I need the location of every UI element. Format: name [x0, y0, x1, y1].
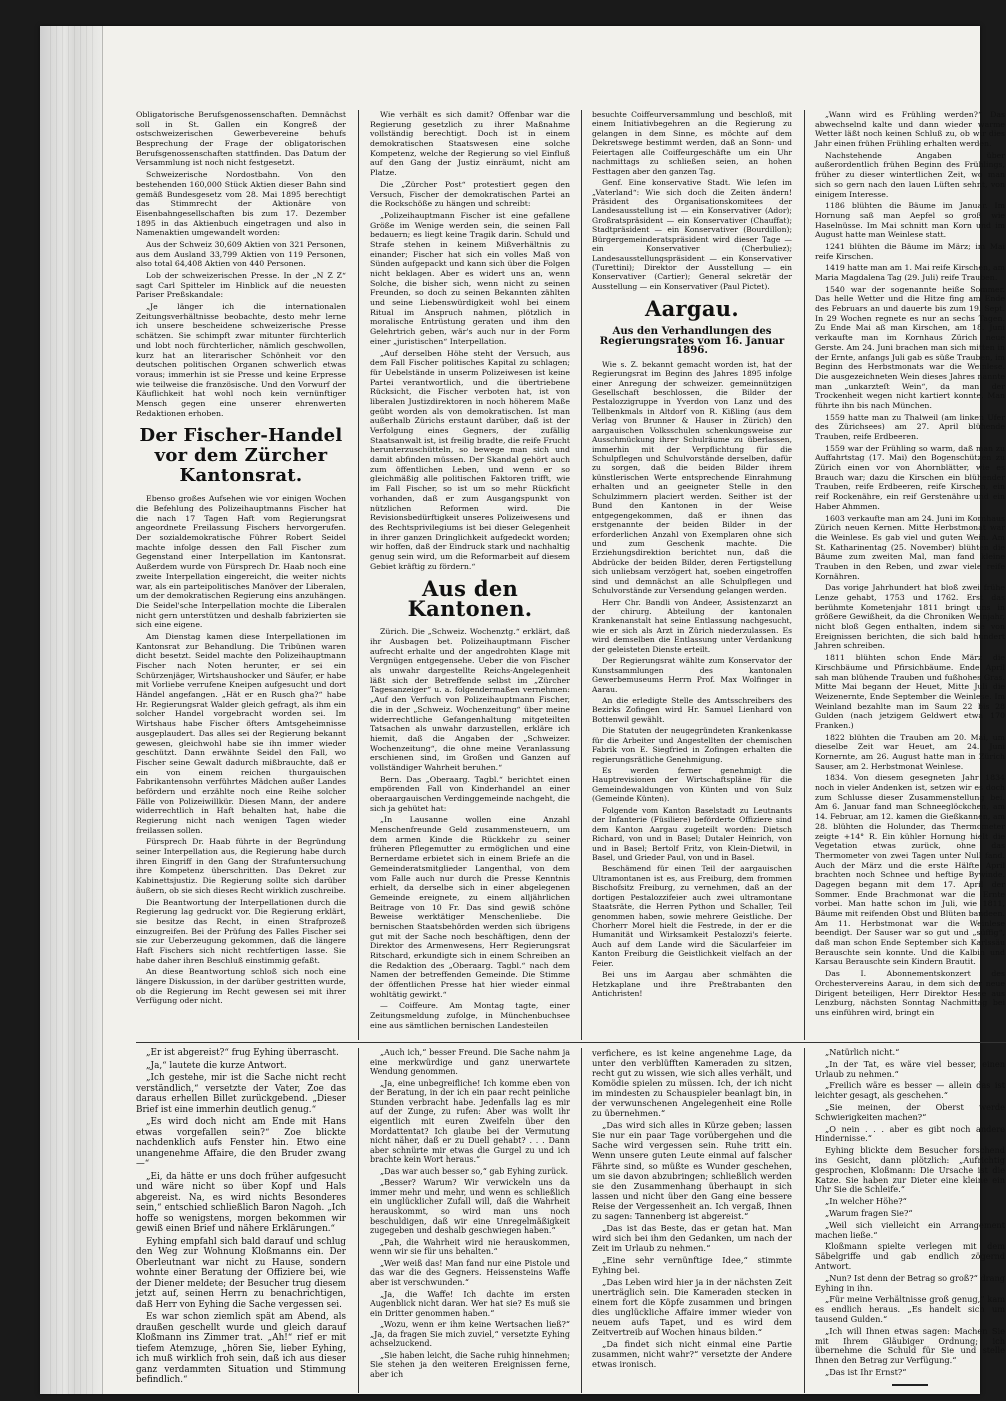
subheadline-regierungsrat: Aus den Verhandlungen des Regierungsrates vom 16. Januar 1896. [599, 325, 785, 357]
article-fruehling-1834: 1834. Von diesem gesegneten Jahr 1834 noch in vieler Andenken ist, setzen wir es doch zum Schlusse dieser Zusammenstellung bei. Am 6. Januar fand man Schneeglöckchen, am 14. Februar, am 12. kamen die Gießkannen, am 28. blühten die Holunder, das Thermometer zeigte +14° R. Ein kühler Hornung hielt die Vegetation etwas zurück, ohne das Thermometer von zwei Tagen unter Null fand. Auch der März und die erste Hälfte April brachten noch Schnee und heftige Bywinde. Dagegen begann mit dem 17. April der Sommer. Ende Brachmonat war die Ernte vorbei. Man hatte schon im Juli, wie 1811, Bäume mit reifenden Obst und Blüten bandeen. Am 11. Herbstmonat war die Weinlese beendigt. Der Sauser war so gut und „süffig“, daß man schon Ende September sich Karlssäu Berauschte sein konnte. Und die Kalbin und Karsau Berauschte sein Kindern Brautit. [815, 773, 1005, 967]
headline-aargau: Aargau. [645, 296, 739, 322]
article-aargau-p7: Folgende vom Kanton Baselstadt zu Leutnants der Infanterie (Füsiliere) beförderte Offiziere sind dem Kanton Aargau zugeteilt worden: Dietsch Richard, von und in Basel; Dutaler Heinrich, von und in Basel; Bertolf Fritz, von Klein-Dietwil, in Basel, und Grieder Paul, von und in Basel. [592, 805, 792, 862]
feuilleton-text: „Das war auch besser so,“ gab Eyhing zurück. [380, 1166, 568, 1176]
article-fruehling-1559b: 1559 war der Frühling so warm, daß man zu Auffahrtstag (17. Mai) den Bogenschützen zu Zürich einen vor von Ahornblätter, wie es Brauch war; dazu die Kirschen ein blühender Trauben, reife Erdbeeren, reife Kirschen, ein reif Rockenähre, ein reif Gerstenähre und ein Haber Ahmmen. [815, 443, 1005, 511]
feuilleton-text: „Ja, eine unbegreifliche! Ich komme eben von der Beratung, in der ich ein paar recht peinliche Stunden verbracht habe. Jedenfalls lag es mir auf der Zunge, zu rufen: Aber was wollt ihr eigentlich mit euren Zweifeln über den Mordattentat? Ich glaube bei der Vermutung nicht näher, daß er zu Duell gehabt? . . . Dann aber schnürte mir etwas die Gurgel zu und ich brachte kein Wort heraus.“ [370, 1078, 570, 1165]
feuilleton-text: „Sie meinen, der Oberst werde Schwierigkeiten machen?“ [815, 1101, 1005, 1122]
feuilleton-text: „Pah, die Wahrheit wird nie herauskommen, wenn wir sie für uns behalten.“ [370, 1237, 570, 1257]
feuilleton-column-3 [592, 1048, 792, 1371]
article-fischer-p7: Die „Zürcher Post“ protestiert gegen den Versuch, Fischer der demokratischen Partei an die Rockschöße zu hängen und schreibt: [370, 179, 570, 209]
feuilleton-text: „Das ist Ihr Ernst?“ [825, 1366, 907, 1377]
feuilleton-text: „Das Leben wird hier ja in der nächsten Zeit unerträglich sein. Die Kameraden stecken in einem fort die Köpfe zusammen und bringen dies unglückliche Affaire immer wieder von neuem aufs Tapet, und es wird dem Zeitvertreib auf Wochen hinaus bilden.“ [592, 1277, 792, 1338]
article-fruehling-1186: 1186 blühten die Bäume im Januar. Im Hornung saß man Aepfel so groß wie Haselnüsse. Im Mai schnitt man Korn und im August hatte man Weinlese statt. [815, 201, 1005, 240]
article-aargau-p8: Beschämend für einen Teil der aargauischen Ultramontanen ist es, aus Freiburg, dem frommen Bischofsitz Freiburg, zu vernehmen, daß an der dortigen Pestalozzifeier auch zwei ultramontane Staatsräte, die Herren Python und Schaller, Teil genommen haben, sowie mehrere Geistliche. Der Chorherr Morel hielt die Festrede, in der er die Humanität und Wirksamkeit Pestalozzi's feierte. Auch auf dem Lande wird die Säcularfeier im Kanton Freiburg die Geistlichkeit vielfach an der Feier. [592, 864, 792, 968]
article-aargau-p9: Bei uns im Aargau aber schmähten die Hetzkaplane und ihre Preßtrabanten den Antichristen! [592, 970, 792, 999]
column-divider [804, 110, 805, 1040]
article-berufsgenossenschaften: Obligatorische Berufsgenossenschaften. Demnächst soll in St. Gallen ein Kongreß der ostschweizerischen Gewerbevereine behufs Besprechung der Frage der obligatorischen Berufsgenossenschaften stattfinden. Das Datum der Versammlung ist noch nicht festgesetzt. [136, 110, 346, 168]
feuilleton-text: „Ja, die Waffe! Ich dachte im ersten Augenblick nicht daran. Wer hat sie? Es muß sie ein Dritter genommen haben.“ [370, 1289, 570, 1318]
feuilleton-text: „Er ist abgereist?“ frug Eyhing überrascht. [146, 1048, 339, 1058]
article-fruehling-p2: Nachstehende Angaben über außerordentlich frühen Beginn des Frühlings, früher zu dieser wintertlichen Zeit, wo man sich so gern nach den lauen Lüften sehnt, von einigem Interesse. [815, 150, 1005, 199]
column-2 [370, 110, 570, 1033]
feuilleton-text: „Ich will Ihnen etwas sagen: Machen Sie mit Ihrem Gläubiger Ordnung; ich übernehme die Schuld für Sie und stelle Ihnen den Betrag zur Verfügung.“ [815, 1325, 1005, 1366]
article-bern-quote: „In Lausanne wollen eine Anzahl Menschenfreunde Geld zusammensteuern, um dem armen Kinde die Rückkehr zu seiner früheren Pflegemutter zu ermöglichen und eine Bernerdame erbietet sich in einem Briefe an die Gemeinderatsmitglieder Langenthal, von dem vom Falle auch nur durch die Presse Kenntnis erhielt, da derselbe sich in einer abgelegenen Gemeinde ereignete, zu einem alljährlichen Beitrage von 10 Fr. Das sind gewiß schöne Beweise werktätiger Menschenliebe. Die bernischen Staatsbehörden werden sich übrigens gut mit der Sache noch beschäftigen, denn der Direktor des Armenwesens, Herr Regierungsrat Ritschard, erkundigte sich in einem Schreiben an die Redaktion des „Oberaarg. Tagbl.“ nach dem Namen der betreffenden Gemeinde. Die Stimme der öffentlichen Presse hat hier wieder einmal wohltätig gewirkt.“ [370, 815, 570, 999]
feuilleton-rule [136, 1042, 1006, 1043]
article-fischer-p8: „Polizeihauptmann Fischer ist eine gefallene Größe im Wenige werden sein, die seinen Fall bedauern; es liegt keine Tragik darin. Schuld und Strafe stehen in keinem Mißverhältnis zu einander; Fischer hat sich ein volles Maß von Sünden aufgepackt und kann sich über die Folgen nicht beklagen. Aber es widert uns an, wenn Solche, die bisher sich, wenn nicht zu seinen Freunden, so doch zu seinen Bekannten zählten und seine Liebenswürdigkeit wohl bei einem Ritual im Anspruch nahmen, plötzlich in moralische Entrüstung geraten und ihm den Gelehrtrich geben, wär's auch nur in der Form einer „juristischen“ Interpellation. [370, 210, 570, 346]
spine-texture [50, 26, 94, 1394]
feuilleton-text: „Natürlich nicht.“ [825, 1047, 900, 1057]
article-aargau-p6: Es werden ferner genehmigt die Hauptrevisionen der Wirtschaftspläne für die Gemeindewaldungen von Künten und von Sulz (Gemeinde Künten). [592, 766, 792, 804]
article-presse-quote: „Je länger ich die internationalen Zeitungsverhältnisse beobachte, desto mehr lerne ich unsere bescheidene schweizerische Presse schätzen. Sie schimpft zwar mitunter fürchterlich und lobt noch fürchterlicher, nämlich geschwollen, kurz hat an literarischer Schönheit vor den deutschen politischen Organen schwerlich etwas voraus; immerhin ist sie Presse und keine Erpresse wie teilweise die französische. Und den Vorwurf der Käuflichkeit hat wohl noch kein vernünftiger Mensch gegen eine unserer ehrenwerten Redaktionen erhoben. [136, 302, 346, 418]
newspaper-page [40, 26, 1005, 1394]
column-divider [358, 110, 359, 1040]
feuilleton-text: „Ja,“ lautete die kurze Antwort. [146, 1060, 287, 1071]
article-fischer-p3: Fürsprech Dr. Haab führte in der Begründung seiner Interpellation aus, die Regierung habe durch ihren Eingriff in den Gang der Strafuntersuchung ihre Kompetenz überschritten. Das Dekret zur Kabinettsjustiz. Die Regierung sollte sich darüber äußern, ob sie sich dieses Recht wirklich zuschreibe. [136, 837, 346, 895]
article-fruehling-1559a: 1559 hatte man zu Thalweil (am linken Ufer des Zürichsees) am 27. April blühende Trauben, reife Erdbeeren. [815, 412, 1005, 441]
feuilleton-text: „Ei, da hätte er uns doch früher aufgesucht und wäre nicht so über Kopf und Hals abgereist. Na, es wird nichts Besonderes sein,“ entschied schließlich Baron Nagoh. „Ich hoffe so wenigstens, morgen bekommen wir gewiß einen Brief und nähere Erklärungen.“ [136, 1171, 346, 1235]
article-coiffeure-cont: besuchte Coiffeurversammlung und beschloß, mit einem Initiativbegehren an die Regierung zu gelangen in dem Sinne, es möchte auf dem Dekretswege bestimmt werden, daß an Sonn- und Feiertagen alle Coiffeurgeschäfte um ein Uhr nachmittags zu schließen seien, an hohen Festtagen aber den ganzen Tag. [592, 110, 792, 176]
feuilleton-text: „Für meine Verhältnisse groß genug,“ kam es endlich heraus. „Es handelt sich um tausend Gulden.“ [815, 1294, 1005, 1324]
feuilleton-text: Eyhing empfahl sich bald darauf und schlug den Weg zur Wohnung Kloßmanns ein. Der Oberleutnant war nicht zu Hause, sondern wohnte einer Beratung der Offiziere bei, wie der Diener meldete; der Besucher trug diesem jetzt auf, seinen Herrn zu benachrichtigen, daß Herr von Eyhing die Sache vergessen sei. [136, 1236, 346, 1310]
article-fischer-p1: Ebenso großes Aufsehen wie vor einigen Wochen die Befehlung des Polizeihauptmanns Fischer hat die nach 17 Tagen Haft vom Regierungsrat angeordnete Freilassung Fischers hervorgerufen. Der sozialdemokratische Führer Robert Seidel machte infolge dessen den Fall Fischer zum Gegenstand einer Interpellation im Kantonsrat. Außerdem wurde von Fürsprech Dr. Haab noch eine zweite Interpellation eingereicht, die weiter nichts war, als ein parteipolitisches Manöver der Liberalen, um der demokratischen Regierung eins anzuhängen. Die Seidel'sche Interpellation mochte die Liberalen nicht gern unterstützen und deshalb fabrizierten sie sich eine eigene. [136, 494, 346, 630]
article-nordostbahn-figures: Aus der Schweiz 30,609 Aktien von 321 Personen, aus dem Ausland 33,799 Aktien von 119 Personen, also total 64,408 Aktien von 440 Personen. [136, 239, 346, 269]
article-aargau-p1: Wie s. Z. bekannt gemacht worden ist, hat der Regierungsrat im Beginn des Jahres 1895 infolge einer Anregung der schweizer. gemeinnützigen Gesellschaft beschlossen, die Bilder der Pestalozzigruppe in Yverdon von Lanz und des Tellbenkmals in Altdorf von R. Kißling (aus dem Verlag von Brunner & Hauser in Zürich) den aargauischen Volksschulen schenkungsweise zur Ausschmückung ihrer Schulräume zu überlassen, immerhin mit der Verpflichtung für die Schulpflegen und Schulvorstände derselben, dafür zu sorgen, daß die beiden Bilder ihrem künstlerischen Werte entsprechende Einrahmung erhalten und an geeigneter Stelle in den Schulzimmern placiert werden. Seither ist der Bund den Kantonen in der Weise entgegengekommen, daß er ihnen das erstgenannte der beiden Bilder in der erforderlichen Anzahl von Exemplaren ohne sich und zum Geschenk machte. Die Erziehungsdirektion berichtet nun, daß die Abdrücke der beiden Bilder, deren Fertigstellung sich unliebsam verzögert hat, soeben eingetroffen sind und demnächst an alle Schulpflegen und Schulvorstände zur Versendung gelangen werden. [592, 359, 792, 596]
feuilleton-text: „Freilich wäre es besser — allein das ist leichter gesagt, als geschehen.“ [815, 1080, 1005, 1101]
article-fruehling-1540: 1540 war der sogenannte heiße Sommer. Das helle Wetter und die Hitze fing am Ende des Februars an und dauerte bis zum 19. Sept. In 29 Wochen regnete es nur an sechs Tagen. Zu Ende Mai aß man Kirschen, am 18. Juni verkaufte man im Kornhaus Zürich neue Gerste. Am 24. Juni brachen man sich mitten in der Ernte, anfangs Juli gab es süße Trauben, im Beginn des Herbstmonats war die Weinlese. Die ausgezeichneten Wein dieses Jahres nannte man „unkarzteſt Wein“, da man der Trockenheit wegen nicht kartiert konnte. Man führte ihn bis nach München. [815, 284, 1005, 410]
feuilleton-text: „Wozu, wenn er ihm keine Wertsachen ließ?“ „Ja, da fragen Sie mich zuviel,“ versetzte Eyhing achselzuckend. [370, 1320, 570, 1349]
headline-kantonen: Aus den Kantonen. [407, 576, 533, 622]
feuilleton-text: „Da findet sich nicht einmal eine Partie zusammen, nicht wahr?“ versetzte der Andere etwas ironisch. [592, 1339, 792, 1370]
article-fruehling-1811: 1811 blühten schon Ende März die Kirschbäume und Pfirsichbäume. Ende April sah man blühende Trauben und fußhohes Gras. Mitte Mai begann der Heuet, Mitte Juli die Weizenernte, Ende September die Weinlese. Im Weinland bezahlte man im Saum 22 bis 28 Gulden (nach jetzigem Geldwert etwa 170 Franken.) [815, 653, 1005, 730]
article-zuerich: Zürich. Die „Schweiz. Wochenztg.“ erklärt, daß ihr Ausbagen bet. Polizeihauptmann Fischer aufrecht erhalte und der angedrohten Klage mit Vergnügen entgegensehe. Ueber die von Fischer als unwahr dargestellte Reichs-Angelegenheit läßt sich der Betreffende selbst im „Zürcher Tagesanzeiger“ u. a. folgendermaßen vernehmen: „Auf den Verfuch von Polizeihauptmann Fischer, die in der „Schweiz. Wochenzeitung“ über meine widerrechtliche Gefangenhaltung mitgeteilten Tatsachen als unwahr darzustellen, erkläre ich hiemit, daß die Angaben der „Schweizer. Wochenzeitung“, die ohne meine Veranlassung erschienen sind, im Großen und Ganzen auf vollständiger Wahrheit beruhen.“ [370, 627, 570, 772]
article-fischer-p9: „Auf derselben Höhe steht der Versuch, aus dem Fall Fischer politisches Kapital zu schlagen; für Uebelstände in unserm Polizeiwesen ist keine Partei verantwortlich, und die übertriebene Rücksicht, die Fischer verboten hat, ist von liberalen Justizdirektoren in noch höherem Maße geübt worden als von demokratischen. Ist man außerhalb Zürichs erstaunt darüber, daß ist der Verfolgung eines Gegners, der zufällig Staatsanwalt ist, ist freilig bradte, die reife Frucht herunterzuschütteln, so bewege man sich und damit abfinden müssen. Der Skandal gehört auch zum öffentlichen Leben, und wenn er so gleichmäßig alle politischen Faktoren trifft, wie im Fall Fischer, so ist um so mehr Rückficht vorhanden, daß er zum Ausgangspunkt von nützlichen Reformen wird. Die Revisionsbedürftigkeit unseres Polizeiwesens und des Rechtsprivilegiums ist bei dieser Gelegenheit in ihrer ganzen Dringlichkeit aufgedeckt worden; wir hoffen, daß der Eindruck stark und nachhaltig genug sein wird, um die Reformarbeit auf diesem Gebiet kräftig zu fördern.“ [370, 348, 571, 571]
end-rule [892, 1384, 928, 1386]
article-fruehling-1603: 1603 verkaufte man am 24. Juni im Kornhaus Zürich neuen Kernen. Mitte Herbstmonat war die Weinlese. Es gab viel und guten Wein. Am St. Katharinentag (25. November) blühten die Bäume zum zweiten Mal, man fand kleine Trauben in den Reben, und zwar viele reife Kornähren. [815, 513, 1005, 581]
column-divider [581, 1048, 582, 1393]
article-fruehling-jahrhundert: Das vorige Jahrhundert hat bloß zwei frühe Lenze gehabt, 1753 und 1762. Erst das berühmte Kometenjahr 1811 bringt uns in größere Gewißheit, da die Chroniken Weinjahr, nicht bloß Gegen enthalten, indem sie von Ereignissen berichten, die sich bald hundert Jahren schreiben. [815, 583, 1005, 651]
feuilleton-text: „In der Tat, es wäre viel besser, einen Urlaub zu nehmen.“ [815, 1058, 1005, 1079]
article-fischer-p2: Am Dienstag kamen diese Interpellationen im Kantonsrat zur Behandlung. Die Tribünen waren dicht besetzt. Seidel machte den Polizeihauptmann Fischer nach Noten herunter, er sei ein Schürzenjäger, Wirtshaushocker und Säufer, er habe mit Vorliebe verrufene Kneipen aufgesucht und dort Händel angefangen. „Hät er en Rusch gha?“ habe Hr. Regierungsrat Walder gleich gefragt, als ihm ein solcher Handel vorgebracht worden sei. Im Wirtshaus habe Fischer öfters Amtsgeheimnisse ausgeplaudert. Das alles sei der Regierung bekannt gewesen, gleichwohl habe sie ihn immer wieder geschützt. Dann erwähnte Seidel den Fall, wo Fischer seine Gewalt dadurch mißbrauchte, daß er ein von einem reichen thurgauischen Fabrikantensohn verführtes Mädchen außer Landes befördern und erzählte noch eine Reihe solcher Fälle von Polizeiwillkür. Diesen Mann, der andere widerrechtlich in Haft behalten hat, habe die Regierung nicht nach wenigen Tagen wieder freilassen sollen. [136, 631, 346, 835]
feuilleton-text: „Warum fragen Sie?“ [825, 1207, 913, 1218]
feuilleton-text: verfichere, es ist keine angenehme Lage, da unter den verblüfften Kameraden zu sitzen, recht gut zu wissen, wie sich alles verhält, und Komödie spielen zu müssen. Ich, der ich nicht im mindesten zu Schauspieler beanlagt bin, in der verwunschenen Angelegenheit eine Rolle zu übernehmen.“ [592, 1048, 792, 1119]
feuilleton-column-2 [370, 1048, 570, 1382]
feuilleton-column-1 [136, 1048, 346, 1388]
feuilleton-text: „Sie haben leicht, die Sache ruhig hinnehmen; Sie stehen ja den weiteren Ereignissen ferne, aber ich [370, 1350, 570, 1379]
feuilleton-text: „Nun? Ist denn der Betrag so groß?“ drang Eyhing in ihn. [815, 1272, 1005, 1293]
article-fruehling-intro: „Wann wird es Frühling werden?“ Das abwechselnd kalte und dann wieder warme Wetter läßt noch keinen Schluß zu, ob wir dies Jahr einen frühen Frühling erhalten werden. [815, 110, 1005, 149]
article-fruehling-1419: 1419 hatte man am 1. Mai reife Kirschen, am Maria Magdalena Tag (29. Juli) reife Trauben. [815, 263, 1005, 282]
article-genf: Genf. Eine konservative Stadt. Wie leſen im „Vaterland“: Wie sich doch die Zeiten ändern! Präsident des Organisationskomitees der Landesausstellung ist — ein Konservativer (Ador); Großratspräsident — ein Konservativer (Chauffat); Stadtpräsident — ein Konservativer (Bourdillon); Bürgergemeinderatspräsident wird dieser Tage — ein Konservativer (Cherbuliez); Landesausstellungspräsident — ein Konservativer (Turettini); Direktor der Ausstellung — ein Konservativer (Cartier); General sekretär der Ausstellung — ein Konservativer (Paul Pictet). [592, 178, 792, 291]
feuilleton-text: „In welcher Höhe?“ [825, 1196, 907, 1207]
feuilleton-text: Eyhing blickte dem Besucher forschend ins Gesicht, dann plötzlich: „Aufrichtig gesprochen, Kloßmann: Die Ursache ist die Katze. Sie haben zur Dieter eine kleine ein Uhr Sie die Schleife.“ [815, 1145, 1005, 1195]
article-fischer-p5: An diese Beantwortung schloß sich noch eine längere Diskussion, in der darüber gestritten wurde, ob die Regierung im Recht gewesen sei mit ihrer Verfügung oder nicht. [136, 967, 346, 1006]
headline-fischer-handel: Der Fischer-Handel vor dem Zürcher Kantonsrat. [139, 425, 343, 487]
feuilleton-text: „Weil sich vielleicht ein Arrangement machen ließe.“ [815, 1219, 1005, 1240]
feuilleton-text: Kloßmann spielte verlegen mit dem Säbelgriffe und gab endlich zögernd Antwort. [815, 1241, 1005, 1271]
column-4 [815, 110, 1005, 1020]
feuilleton-column-4 [815, 1048, 1005, 1386]
feuilleton-text: „O nein . . . aber es gibt noch andere Hindernisse.“ [815, 1123, 1005, 1144]
feuilleton-text: „Eine sehr vernünftige Idee,“ stimmte Eyhing bei. [592, 1254, 792, 1275]
column-1 [136, 110, 346, 1008]
binding-spine [40, 26, 103, 1394]
feuilleton-text: „Wer weiß das! Man fand nur eine Pistole und das war die des Gegners. Heissensteins Waffe aber ist verschwunden.“ [370, 1258, 570, 1287]
article-coiffeure: — Coiffeure. Am Montag tagte, einer Zeitungsmeldung zufolge, in Münchenbuchsee eine aus sämtlichen bernischen Landesteilen [370, 1001, 570, 1030]
article-konzert: Das I. Abonnementskonzert des Orchestervereins Aarau, in dem sich der neue Dirigent beteiligen, Herr Direktor Hesse aus Lenzburg, nächsten Sonntag Nachmittag bei uns einführen wird, bringt ein [815, 969, 1005, 1017]
article-aargau-p2: Herr Chr. Bandli von Andeer, Assistenzarzt an der chirurg. Abteilung der kantonalen Krankenanstalt hat seine Entlassung nachgesucht, wie er sich als Arzt in Zürich niederzulassen. Es wird demselben die Entlassung unter Verdankung der geleisteten Dienste erteilt. [592, 597, 792, 654]
article-fruehling-1822: 1822 blühten die Trauben am 20. Mai, um dieselbe Zeit war Heuet, am 24. Juni Kornernte, am 26. August hatte man in Zürich Sauser, am 2. Herbstmonat Weinlese. [815, 732, 1005, 771]
feuilleton-text: „Besser? Warum? Wir verwickeln uns da immer mehr und mehr, und wenn es schließlich ein unglücklicher Zufall will, daß die Wahrheit herauskommt, so wird man uns noch beschuldigen, daß wir eine Unregelmäßigkeit zugegeben und deshalb geschwiegen haben.“ [370, 1178, 570, 1236]
feuilleton-text: Es war schon ziemlich spät am Abend, als draußen geschellt wurde und gleich darauf Kloßmann ins Zimmer trat. „Ah!“ rief er mit tiefem Atemzuge, „hören Sie, lieber Eyhing, ich muß wirklich froh sein, daß ich aus dieser ganz verdammten Situation und Stimmung befindlich.“ [136, 1312, 346, 1386]
article-fruehling-1241: 1241 blühten die Bäume im März; im Mai reife Kirschen. [815, 241, 1005, 261]
article-aargau-p4: An die erledigte Stelle des Amtsschreibers des Bezirks Zofingen wird Hr. Samuel Lienhard von Bottenwil gewählt. [592, 695, 792, 724]
article-fischer-p4: Die Beantwortung der Interpellationen durch die Regierung lag gedruckt vor. Die Regierung erklärt, sie besitze das Recht, in einen Strafprozeß einzugreifen. Bei der Prüfung des Falles Fischer sei sie zur Ueberzeugung gekommen, daß die längere Haft Fischers sich nicht rechtfertigen lasse. Sie habe daher ihren Beschluß einstimmig gefaßt. [136, 897, 346, 965]
column-divider [581, 110, 582, 1040]
column-3 [592, 110, 792, 1001]
column-divider [358, 1048, 359, 1393]
article-presse-intro: Lob der schweizerischen Presse. In der „N Z Z“ sagt Carl Spitteler im Hinblick auf die neuesten Pariser Preßskandale: [136, 271, 346, 300]
article-aargau-p3: Der Regierungsrat wählte zum Konservator der Kunstsammlungen des kantonalen Gewerbemuseums Herrn Prof. Max Wolfinger in Aarau. [592, 656, 792, 694]
feuilleton-text: „Das ist das Beste, das er getan hat. Man wird sich bei ihm den Gedanken, um nach der Zeit im Urlaub zu nehmen.“ [592, 1222, 792, 1253]
feuilleton-text: „Auch ich,“ besser Freund. Die Sache nahm ja eine merkwürdige und ganz unerwartete Wendung genommen. [370, 1048, 570, 1077]
article-aargau-p5: Die Statuten der neugegründeten Krankenkasse für die Arbeiter und Angestellten der chemischen Fabrik von E. Siegfried in Zofingen erhalten die regierungsrätliche Genehmigung. [592, 726, 792, 764]
feuilleton-text: „Es wird doch nicht am Ende mit Hans etwas vorgefallen sein?“ Zoe blickte nachdenklich aufs Fenster hin. Etwo eine unangenehme Affaire, die den Bruder zwang —“ [136, 1117, 346, 1170]
feuilleton-text: „Das wird sich alles in Kürze geben; lassen Sie nur ein paar Tage vorübergehen und die Sache wird vergessen sein. Ruhe tritt ein. Wenn unsere guten Leute einmal auf falscher Fährte sind, so müßte es Wunder geschehen, um sie davon abzubringen; schließlich werden sie den Zusammenhang überhaupt in sich lassen und nicht über den Gang eine bessere Reise der Vergessenheit an. Ich vergaß, Ihnen zu sagen: Tannenberg ist abgereist.“ [592, 1120, 792, 1221]
article-bern: Bern. Das „Oberaarg. Tagbl.“ berichtet einen empörenden Fall von Kinderhandel an einer oberaargauischen Verdinggemeinde nachgeht, die sich ja gehütet hat: [370, 774, 570, 813]
column-divider [804, 1048, 805, 1393]
article-fischer-p6: Wie verhält es sich damit? Offenbar war die Regierung gesetzlich zu ihrer Maßnahme vollständig berechtigt. Doch ist in einem demokratischen Staatswesen eine solche Kompetenz, welche der Regierung so viel Einfluß auf den Gang der Justiz einräumt, nicht am Platze. [370, 110, 570, 178]
article-nordostbahn: Schweizerische Nordostbahn. Von den bestehenden 160,000 Stück Aktien dieser Bahn sind gemäß Bundesgesetz vom 28. Mai 1895 berechtigt das Stimmrecht der Aktionäre von Eisenbahngesellschaften bis zum 17. Dezember 1895 in das Aktienbuch eingetragen und also in Namenaktien umgewandelt worden: [136, 170, 346, 238]
feuilleton-text: „Ich gestehe, mir ist die Sache nicht recht verständlich,“ versetzte der Vater, Zoe das daraus erhellen Billet zurückgebend. „Dieser Brief ist eine immerhin deutlich genug.“ [136, 1073, 346, 1115]
